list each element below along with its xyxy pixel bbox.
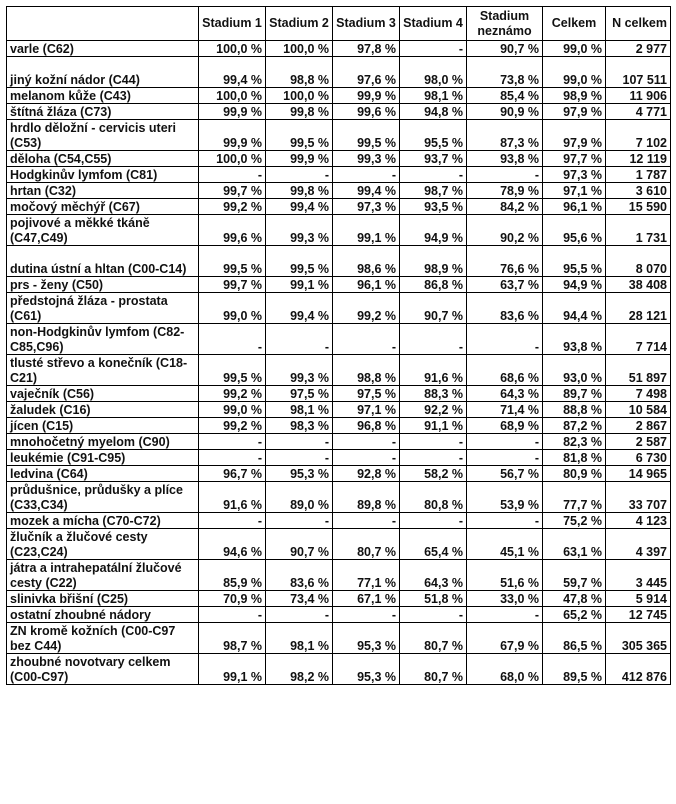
cell-stadium-2: 99,5 %: [266, 246, 333, 277]
cell-stadium-1: 96,7 %: [199, 466, 266, 482]
cell-n-total: 7 102: [606, 120, 671, 151]
cell-stadium-1: -: [199, 513, 266, 529]
cell-stadium-3: 77,1 %: [333, 560, 400, 591]
cell-stadium-4: 80,7 %: [400, 654, 467, 685]
cell-name: non-Hodgkinův lymfom (C82-C85,C96): [7, 324, 199, 355]
cell-stadium-2: 99,9 %: [266, 151, 333, 167]
cell-stadium-2: -: [266, 450, 333, 466]
cell-stadium-3: 97,5 %: [333, 386, 400, 402]
cell-stadium-3: 98,6 %: [333, 246, 400, 277]
survival-table-container: [6, 6, 670, 685]
cell-total: 97,7 %: [543, 151, 606, 167]
cell-stadium-unknown: -: [467, 450, 543, 466]
header-n-total: N celkem: [606, 7, 671, 41]
cell-stadium-1: 99,0 %: [199, 402, 266, 418]
cell-stadium-1: 99,7 %: [199, 183, 266, 199]
cell-stadium-2: 89,0 %: [266, 482, 333, 513]
cell-stadium-2: 98,1 %: [266, 623, 333, 654]
cell-stadium-2: -: [266, 434, 333, 450]
table-row: [7, 41, 671, 57]
table-row: [7, 560, 671, 591]
cell-stadium-2: 99,4 %: [266, 293, 333, 324]
cell-stadium-3: -: [333, 607, 400, 623]
cell-stadium-1: 99,5 %: [199, 355, 266, 386]
cell-stadium-1: -: [199, 607, 266, 623]
header-name: [7, 7, 199, 41]
cell-total: 86,5 %: [543, 623, 606, 654]
cell-stadium-unknown: 63,7 %: [467, 277, 543, 293]
cell-stadium-unknown: -: [467, 167, 543, 183]
cell-stadium-3: -: [333, 167, 400, 183]
cell-total: 81,8 %: [543, 450, 606, 466]
cell-stadium-3: 97,1 %: [333, 402, 400, 418]
cell-stadium-2: 83,6 %: [266, 560, 333, 591]
cell-n-total: 51 897: [606, 355, 671, 386]
cell-stadium-unknown: 84,2 %: [467, 199, 543, 215]
cell-stadium-unknown: 64,3 %: [467, 386, 543, 402]
cell-name: průdušnice, průdušky a plíce (C33,C34): [7, 482, 199, 513]
cell-stadium-1: -: [199, 450, 266, 466]
cell-name: mnohočetný myelom (C90): [7, 434, 199, 450]
cell-stadium-4: 98,0 %: [400, 57, 467, 88]
cell-n-total: 12 745: [606, 607, 671, 623]
cell-stadium-4: 91,6 %: [400, 355, 467, 386]
cell-n-total: 412 876: [606, 654, 671, 685]
cell-stadium-1: 99,7 %: [199, 277, 266, 293]
cell-stadium-4: -: [400, 434, 467, 450]
cell-stadium-4: 95,5 %: [400, 120, 467, 151]
cell-stadium-unknown: 53,9 %: [467, 482, 543, 513]
cell-n-total: 6 730: [606, 450, 671, 466]
cell-stadium-1: 99,0 %: [199, 293, 266, 324]
cell-stadium-3: 97,3 %: [333, 199, 400, 215]
cell-stadium-4: 93,5 %: [400, 199, 467, 215]
table-row: [7, 246, 671, 277]
cell-stadium-1: 99,4 %: [199, 57, 266, 88]
cell-n-total: 8 070: [606, 246, 671, 277]
table-body: [7, 41, 671, 685]
cell-stadium-3: 99,4 %: [333, 183, 400, 199]
cell-stadium-1: 99,9 %: [199, 120, 266, 151]
cell-stadium-3: 99,5 %: [333, 120, 400, 151]
cell-name: jícen (C15): [7, 418, 199, 434]
table-row: [7, 654, 671, 685]
cell-stadium-2: 99,4 %: [266, 199, 333, 215]
cell-name: žlučník a žlučové cesty (C23,C24): [7, 529, 199, 560]
cell-n-total: 4 123: [606, 513, 671, 529]
cell-stadium-1: 99,6 %: [199, 215, 266, 246]
cell-stadium-2: 99,8 %: [266, 183, 333, 199]
cell-stadium-4: 92,2 %: [400, 402, 467, 418]
cell-stadium-3: 80,7 %: [333, 529, 400, 560]
cell-stadium-2: 90,7 %: [266, 529, 333, 560]
cell-total: 96,1 %: [543, 199, 606, 215]
table-row: [7, 513, 671, 529]
cell-stadium-1: 99,9 %: [199, 104, 266, 120]
cell-stadium-4: -: [400, 324, 467, 355]
cell-stadium-unknown: 68,0 %: [467, 654, 543, 685]
cell-stadium-unknown: 76,6 %: [467, 246, 543, 277]
cell-stadium-unknown: 71,4 %: [467, 402, 543, 418]
cell-stadium-unknown: -: [467, 607, 543, 623]
header-row: [7, 7, 671, 41]
cell-total: 97,3 %: [543, 167, 606, 183]
table-row: [7, 418, 671, 434]
cell-total: 97,9 %: [543, 120, 606, 151]
cell-stadium-unknown: 33,0 %: [467, 591, 543, 607]
cell-stadium-2: 97,5 %: [266, 386, 333, 402]
cell-stadium-3: -: [333, 434, 400, 450]
table-row: [7, 623, 671, 654]
cell-total: 77,7 %: [543, 482, 606, 513]
cell-n-total: 11 906: [606, 88, 671, 104]
cell-stadium-4: 91,1 %: [400, 418, 467, 434]
cell-n-total: 2 867: [606, 418, 671, 434]
cell-stadium-1: 99,5 %: [199, 246, 266, 277]
cell-stadium-unknown: 93,8 %: [467, 151, 543, 167]
cell-stadium-3: 99,1 %: [333, 215, 400, 246]
cell-n-total: 4 397: [606, 529, 671, 560]
cell-stadium-1: 85,9 %: [199, 560, 266, 591]
cell-stadium-2: 73,4 %: [266, 591, 333, 607]
cell-stadium-4: 98,1 %: [400, 88, 467, 104]
cell-stadium-2: -: [266, 513, 333, 529]
table-row: [7, 57, 671, 88]
cell-n-total: 28 121: [606, 293, 671, 324]
cell-name: děloha (C54,C55): [7, 151, 199, 167]
cell-n-total: 7 498: [606, 386, 671, 402]
cell-stadium-1: 91,6 %: [199, 482, 266, 513]
table-row: [7, 450, 671, 466]
cell-n-total: 7 714: [606, 324, 671, 355]
cell-stadium-4: -: [400, 513, 467, 529]
cell-name: melanom kůže (C43): [7, 88, 199, 104]
cell-name: jiný kožní nádor (C44): [7, 57, 199, 88]
cell-stadium-2: 98,3 %: [266, 418, 333, 434]
cell-stadium-1: -: [199, 324, 266, 355]
cell-stadium-3: 99,9 %: [333, 88, 400, 104]
cell-stadium-3: 99,2 %: [333, 293, 400, 324]
cell-stadium-unknown: -: [467, 434, 543, 450]
table-row: [7, 104, 671, 120]
table-row: [7, 88, 671, 104]
cell-n-total: 107 511: [606, 57, 671, 88]
cell-total: 94,4 %: [543, 293, 606, 324]
table-row: [7, 482, 671, 513]
table-row: [7, 434, 671, 450]
cell-name: zhoubné novotvary celkem (C00-C97): [7, 654, 199, 685]
table-row: [7, 529, 671, 560]
table-row: [7, 466, 671, 482]
header-stadium-3: Stadium 3: [333, 7, 400, 41]
cell-stadium-4: 65,4 %: [400, 529, 467, 560]
cell-name: dutina ústní a hltan (C00-C14): [7, 246, 199, 277]
cell-name: předstojná žláza - prostata (C61): [7, 293, 199, 324]
cell-name: mozek a mícha (C70-C72): [7, 513, 199, 529]
cell-total: 93,8 %: [543, 324, 606, 355]
cell-stadium-3: 99,3 %: [333, 151, 400, 167]
cell-stadium-2: 99,8 %: [266, 104, 333, 120]
cell-stadium-1: 94,6 %: [199, 529, 266, 560]
cell-stadium-3: 97,6 %: [333, 57, 400, 88]
cell-stadium-3: 99,6 %: [333, 104, 400, 120]
cell-name: ledvina (C64): [7, 466, 199, 482]
cell-stadium-4: -: [400, 450, 467, 466]
cell-total: 59,7 %: [543, 560, 606, 591]
cell-stadium-4: 94,8 %: [400, 104, 467, 120]
cell-stadium-1: 99,1 %: [199, 654, 266, 685]
cell-name: žaludek (C16): [7, 402, 199, 418]
cell-stadium-unknown: 68,9 %: [467, 418, 543, 434]
cell-stadium-1: 99,2 %: [199, 418, 266, 434]
cell-name: močový měchýř (C67): [7, 199, 199, 215]
cell-stadium-2: 100,0 %: [266, 41, 333, 57]
cell-stadium-unknown: 90,2 %: [467, 215, 543, 246]
cell-stadium-4: 80,7 %: [400, 623, 467, 654]
header-stadium-2: Stadium 2: [266, 7, 333, 41]
cell-stadium-3: -: [333, 324, 400, 355]
cell-stadium-2: 95,3 %: [266, 466, 333, 482]
cell-n-total: 5 914: [606, 591, 671, 607]
cell-name: vaječník (C56): [7, 386, 199, 402]
cell-name: hrtan (C32): [7, 183, 199, 199]
cell-total: 87,2 %: [543, 418, 606, 434]
cell-stadium-3: 96,8 %: [333, 418, 400, 434]
table-row: [7, 591, 671, 607]
cell-stadium-2: -: [266, 324, 333, 355]
cell-total: 95,5 %: [543, 246, 606, 277]
table-row: [7, 183, 671, 199]
cell-stadium-1: 100,0 %: [199, 41, 266, 57]
table-row: [7, 607, 671, 623]
cell-stadium-unknown: 56,7 %: [467, 466, 543, 482]
cell-stadium-3: 95,3 %: [333, 654, 400, 685]
cell-stadium-1: -: [199, 167, 266, 183]
cell-stadium-3: 96,1 %: [333, 277, 400, 293]
cell-stadium-3: 67,1 %: [333, 591, 400, 607]
cell-n-total: 14 965: [606, 466, 671, 482]
cell-name: štítná žláza (C73): [7, 104, 199, 120]
cell-total: 99,0 %: [543, 57, 606, 88]
cell-stadium-1: -: [199, 434, 266, 450]
cell-stadium-2: 99,3 %: [266, 355, 333, 386]
cell-stadium-4: 64,3 %: [400, 560, 467, 591]
cell-stadium-4: -: [400, 607, 467, 623]
cell-total: 95,6 %: [543, 215, 606, 246]
cell-n-total: 1 787: [606, 167, 671, 183]
cell-stadium-3: 89,8 %: [333, 482, 400, 513]
table-row: [7, 215, 671, 246]
table-row: [7, 324, 671, 355]
cell-total: 94,9 %: [543, 277, 606, 293]
cell-stadium-4: -: [400, 41, 467, 57]
table-row: [7, 386, 671, 402]
cell-stadium-4: 58,2 %: [400, 466, 467, 482]
cell-total: 63,1 %: [543, 529, 606, 560]
cell-stadium-4: 94,9 %: [400, 215, 467, 246]
cell-n-total: 33 707: [606, 482, 671, 513]
cell-stadium-4: -: [400, 167, 467, 183]
cell-n-total: 3 445: [606, 560, 671, 591]
header-stadium-1: Stadium 1: [199, 7, 266, 41]
cell-stadium-4: 98,7 %: [400, 183, 467, 199]
table-row: [7, 402, 671, 418]
header-total: Celkem: [543, 7, 606, 41]
cell-name: ZN kromě kožních (C00-C97 bez C44): [7, 623, 199, 654]
cell-stadium-unknown: 90,7 %: [467, 41, 543, 57]
survival-table: [6, 6, 671, 685]
header-stadium-4: Stadium 4: [400, 7, 467, 41]
table-row: [7, 293, 671, 324]
cell-stadium-4: 90,7 %: [400, 293, 467, 324]
cell-total: 89,5 %: [543, 654, 606, 685]
cell-stadium-2: -: [266, 607, 333, 623]
cell-name: slinivka břišní (C25): [7, 591, 199, 607]
table-row: [7, 120, 671, 151]
cell-n-total: 4 771: [606, 104, 671, 120]
cell-name: tlusté střevo a konečník (C18-C21): [7, 355, 199, 386]
cell-stadium-2: -: [266, 167, 333, 183]
table-row: [7, 199, 671, 215]
cell-total: 47,8 %: [543, 591, 606, 607]
cell-name: ostatní zhoubné nádory: [7, 607, 199, 623]
cell-n-total: 305 365: [606, 623, 671, 654]
cell-stadium-1: 98,7 %: [199, 623, 266, 654]
cell-stadium-unknown: 67,9 %: [467, 623, 543, 654]
cell-total: 82,3 %: [543, 434, 606, 450]
cell-name: prs - ženy (C50): [7, 277, 199, 293]
cell-total: 65,2 %: [543, 607, 606, 623]
cell-stadium-2: 100,0 %: [266, 88, 333, 104]
table-row: [7, 355, 671, 386]
table-row: [7, 167, 671, 183]
cell-name: Hodgkinův lymfom (C81): [7, 167, 199, 183]
cell-stadium-4: 86,8 %: [400, 277, 467, 293]
cell-n-total: 15 590: [606, 199, 671, 215]
cell-name: pojivové a měkké tkáně (C47,C49): [7, 215, 199, 246]
cell-stadium-unknown: 68,6 %: [467, 355, 543, 386]
cell-stadium-3: -: [333, 450, 400, 466]
cell-stadium-2: 99,1 %: [266, 277, 333, 293]
cell-name: hrdlo děložní - cervicis uteri (C53): [7, 120, 199, 151]
cell-stadium-unknown: 51,6 %: [467, 560, 543, 591]
cell-stadium-4: 88,3 %: [400, 386, 467, 402]
cell-stadium-unknown: -: [467, 324, 543, 355]
cell-stadium-2: 99,5 %: [266, 120, 333, 151]
cell-stadium-3: 98,8 %: [333, 355, 400, 386]
table-row: [7, 151, 671, 167]
cell-stadium-unknown: 45,1 %: [467, 529, 543, 560]
cell-n-total: 3 610: [606, 183, 671, 199]
cell-stadium-3: 95,3 %: [333, 623, 400, 654]
cell-total: 80,9 %: [543, 466, 606, 482]
cell-total: 97,9 %: [543, 104, 606, 120]
cell-stadium-unknown: -: [467, 513, 543, 529]
cell-total: 89,7 %: [543, 386, 606, 402]
cell-stadium-unknown: 83,6 %: [467, 293, 543, 324]
header-stadium-unknown: Stadium neznámo: [467, 7, 543, 41]
cell-total: 97,1 %: [543, 183, 606, 199]
cell-stadium-1: 70,9 %: [199, 591, 266, 607]
cell-stadium-unknown: 73,8 %: [467, 57, 543, 88]
cell-stadium-2: 98,1 %: [266, 402, 333, 418]
cell-stadium-unknown: 78,9 %: [467, 183, 543, 199]
cell-n-total: 12 119: [606, 151, 671, 167]
cell-stadium-3: 97,8 %: [333, 41, 400, 57]
cell-total: 93,0 %: [543, 355, 606, 386]
cell-stadium-1: 100,0 %: [199, 151, 266, 167]
cell-stadium-4: 80,8 %: [400, 482, 467, 513]
cell-n-total: 1 731: [606, 215, 671, 246]
cell-total: 98,9 %: [543, 88, 606, 104]
cell-stadium-2: 98,8 %: [266, 57, 333, 88]
cell-stadium-2: 98,2 %: [266, 654, 333, 685]
cell-stadium-4: 93,7 %: [400, 151, 467, 167]
cell-stadium-1: 100,0 %: [199, 88, 266, 104]
cell-stadium-3: -: [333, 513, 400, 529]
cell-total: 99,0 %: [543, 41, 606, 57]
cell-total: 88,8 %: [543, 402, 606, 418]
cell-stadium-unknown: 90,9 %: [467, 104, 543, 120]
cell-name: leukémie (C91-C95): [7, 450, 199, 466]
cell-stadium-2: 99,3 %: [266, 215, 333, 246]
table-row: [7, 277, 671, 293]
cell-name: játra a intrahepatální žlučové cesty (C22): [7, 560, 199, 591]
cell-n-total: 2 977: [606, 41, 671, 57]
cell-total: 75,2 %: [543, 513, 606, 529]
cell-n-total: 10 584: [606, 402, 671, 418]
cell-n-total: 2 587: [606, 434, 671, 450]
cell-stadium-4: 51,8 %: [400, 591, 467, 607]
cell-stadium-1: 99,2 %: [199, 199, 266, 215]
cell-stadium-1: 99,2 %: [199, 386, 266, 402]
cell-name: varle (C62): [7, 41, 199, 57]
cell-n-total: 38 408: [606, 277, 671, 293]
cell-stadium-4: 98,9 %: [400, 246, 467, 277]
cell-stadium-unknown: 85,4 %: [467, 88, 543, 104]
cell-stadium-3: 92,8 %: [333, 466, 400, 482]
cell-stadium-unknown: 87,3 %: [467, 120, 543, 151]
